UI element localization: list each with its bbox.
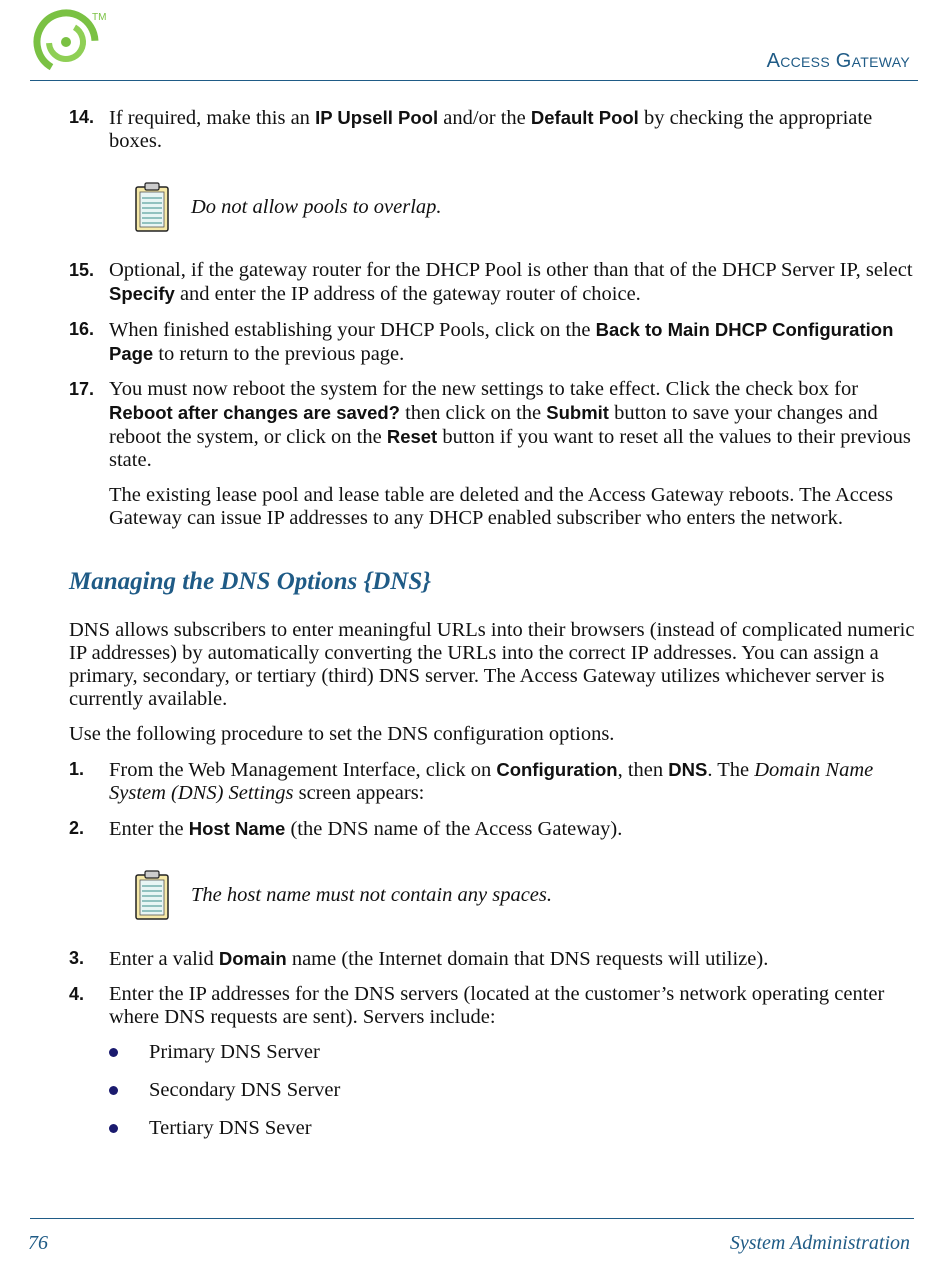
step-text: Optional, if the gateway router for the DHCP Pool is other than that of the DHCP Server IP, select Specify and enter the IP address of the gateway router of choice. — [109, 259, 913, 305]
step-number: 16. — [69, 319, 95, 339]
note-callout — [133, 181, 915, 233]
step-list — [69, 259, 915, 472]
step-item — [69, 758, 915, 805]
list-item: Tertiary DNS Sever — [109, 1117, 915, 1140]
step-item — [69, 378, 915, 472]
bullet-icon — [109, 1048, 118, 1057]
note-text: Do not allow pools to overlap. — [191, 195, 442, 218]
header-divider — [30, 80, 918, 81]
step-text: If required, make this an IP Upsell Pool and/or the Default Pool by checking the appropriate boxes. — [109, 107, 873, 152]
step-item — [69, 983, 915, 1029]
company-logo — [30, 8, 110, 78]
step-list — [69, 106, 915, 153]
step-text: From the Web Management Interface, click on Configuration, then DNS. The Domain Name System (DNS) Settings screen appears: — [109, 759, 874, 804]
step-text: Enter the IP addresses for the DNS servers (located at the customer’s network operating center where DNS requests are sent). Servers include: — [109, 983, 885, 1028]
step-number: 17. — [69, 379, 95, 399]
step-text: Enter the Host Name (the DNS name of the Access Gateway). — [109, 818, 623, 840]
step-text: Enter a valid Domain name (the Internet domain that DNS requests will utilize). — [109, 948, 769, 970]
step-item — [69, 318, 915, 366]
step-item — [69, 947, 915, 971]
dns-server-list — [109, 1041, 915, 1140]
note-callout — [133, 869, 915, 921]
footer-section-title: System Administration — [729, 1232, 910, 1254]
page-content — [69, 106, 915, 1155]
step-text: You must now reboot the system for the new settings to take effect. Click the check box for Reboot after changes are saved? then click on the Submit button to save your changes and reboot the system, or click on the Reset button if you want to reset all the values to their previous state. — [109, 378, 911, 471]
step-list — [69, 758, 915, 841]
step-number: 1. — [69, 759, 85, 779]
procedure-intro: Use the following procedure to set the DNS configuration options. — [69, 723, 615, 745]
bullet-icon — [109, 1086, 118, 1095]
list-item: Primary DNS Server — [109, 1041, 915, 1064]
section-heading: Managing the DNS Options {DNS} — [69, 568, 431, 595]
step-number: 2. — [69, 818, 85, 838]
step-number: 15. — [69, 260, 95, 280]
list-item: Secondary DNS Server — [109, 1079, 915, 1102]
step-number: 3. — [69, 948, 85, 968]
step-item — [69, 106, 915, 153]
step-17-followup: The existing lease pool and lease table are deleted and the Access Gateway reboots. The Access Gateway can issue IP addresses to any DHCP enabled subscriber who enters the network. — [109, 484, 894, 529]
header-section-title: Access Gateway — [766, 50, 910, 72]
bullet-icon — [109, 1124, 118, 1133]
dns-intro-paragraph: DNS allows subscribers to enter meaningful URLs into their browsers (instead of complicated numeric IP addresses) by automatically converting the URLs into the correct IP addresses. You can assign a primary, secondary, or tertiary (third) DNS server. The Access Gateway utilizes whichever server is currently available. — [69, 619, 915, 710]
page-number: 76 — [28, 1232, 48, 1254]
footer-divider — [30, 1218, 914, 1219]
step-number: 4. — [69, 984, 85, 1004]
step-text: When finished establishing your DHCP Pools, click on the Back to Main DHCP Configuration Page to return to the previous page. — [109, 319, 894, 365]
notepad-icon — [133, 181, 173, 233]
notepad-icon — [133, 869, 173, 921]
trademark-mark: TM — [92, 12, 107, 23]
step-item — [69, 817, 915, 841]
step-list — [69, 947, 915, 1029]
step-item — [69, 259, 915, 306]
note-text: The host name must not contain any spaces. — [191, 883, 552, 906]
step-number: 14. — [69, 107, 95, 127]
